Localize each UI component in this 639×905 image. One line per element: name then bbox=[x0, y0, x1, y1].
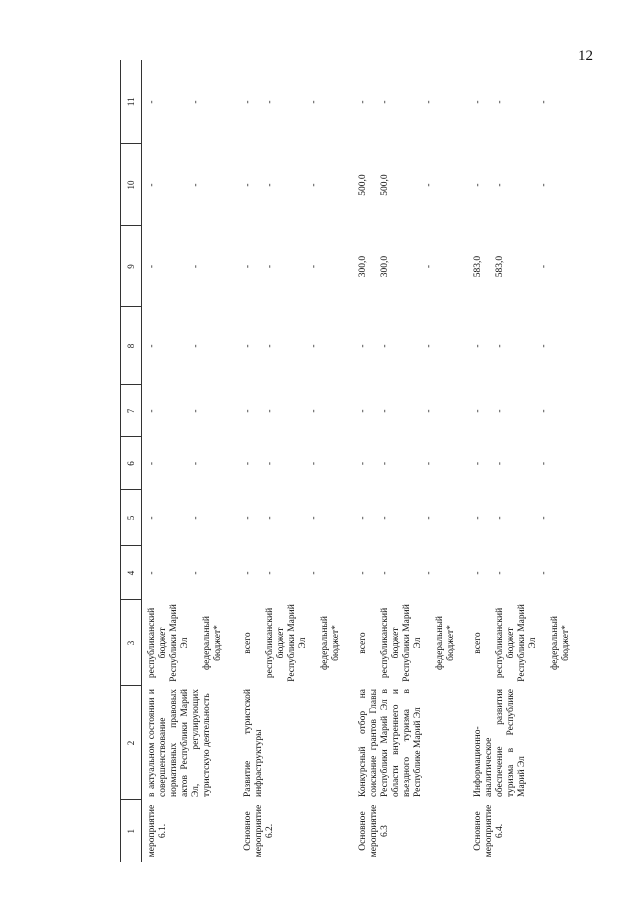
value: - bbox=[494, 516, 505, 520]
value-cell-col-5 bbox=[353, 490, 468, 546]
value: - bbox=[379, 409, 390, 413]
value: - bbox=[242, 461, 253, 466]
value-cell-col-11 bbox=[468, 60, 583, 144]
funding-source-name: всего bbox=[472, 632, 483, 654]
value: - bbox=[242, 183, 253, 187]
value: - bbox=[472, 409, 483, 413]
value-cell-col-6 bbox=[353, 437, 468, 490]
value-cell-col-11 bbox=[142, 60, 238, 144]
value: 583,0 bbox=[494, 255, 505, 278]
column-number-row bbox=[121, 60, 142, 862]
value: - bbox=[538, 100, 549, 104]
value: - bbox=[147, 461, 157, 466]
value: - bbox=[308, 461, 319, 466]
funding-source-name: республиканский бюджет Республики Марий Эл bbox=[494, 604, 538, 682]
value: - bbox=[423, 409, 434, 413]
value-cell-col-5 bbox=[142, 490, 238, 546]
value: - bbox=[264, 461, 275, 466]
col-header-1: 1 bbox=[121, 800, 142, 862]
value: - bbox=[423, 516, 434, 520]
funding-source-name: федеральный бюджет* bbox=[434, 616, 456, 670]
value: - bbox=[242, 516, 253, 520]
value: - bbox=[357, 516, 368, 520]
value: - bbox=[264, 264, 275, 269]
table-body bbox=[142, 60, 583, 862]
value: - bbox=[494, 461, 505, 466]
value: - bbox=[147, 409, 157, 413]
value-cell-col-10 bbox=[142, 144, 238, 226]
col-header-9: 9 bbox=[121, 226, 142, 307]
value-cell-col-6 bbox=[238, 437, 353, 490]
value: - bbox=[538, 461, 549, 466]
value: - bbox=[357, 344, 368, 348]
value: - bbox=[264, 409, 275, 413]
value: - bbox=[308, 571, 319, 575]
value: - bbox=[308, 516, 319, 520]
value-cell-col-5 bbox=[238, 490, 353, 546]
value: - bbox=[379, 516, 390, 520]
measure-cell: Основное мероприятие 6.3 bbox=[357, 804, 390, 858]
value-cell-col-10 bbox=[238, 144, 353, 226]
value: - bbox=[242, 264, 253, 269]
value-cell-col-6 bbox=[142, 437, 238, 490]
value: - bbox=[423, 264, 434, 269]
value: - bbox=[423, 183, 434, 187]
rotated-table-page bbox=[120, 60, 571, 862]
value-cell-col-7 bbox=[468, 385, 583, 437]
value: - bbox=[423, 100, 434, 104]
description-cell: Конкурсный отбор на соискание грантов Главы Республики Марий Эл в области внутреннего и въездного туризма в Республике Марий Эл bbox=[357, 689, 423, 797]
value: - bbox=[357, 461, 368, 466]
value-cell-col-7 bbox=[142, 385, 238, 437]
value: - bbox=[264, 516, 275, 520]
funding-source-name: всего bbox=[242, 632, 253, 654]
value-cell-col-8 bbox=[353, 307, 468, 385]
value: - bbox=[147, 516, 157, 520]
funding-source-cell bbox=[142, 600, 238, 686]
value-cell-col-9 bbox=[468, 226, 583, 307]
value: - bbox=[494, 409, 505, 413]
value-cell-col-7 bbox=[238, 385, 353, 437]
value-cell-col-4 bbox=[468, 546, 583, 600]
col-header-6: 6 bbox=[121, 437, 142, 490]
value: - bbox=[494, 571, 505, 575]
value: - bbox=[147, 264, 157, 269]
table-row bbox=[142, 60, 238, 862]
value: 500,0 bbox=[379, 174, 390, 196]
value: - bbox=[472, 183, 483, 187]
col-header-11: 11 bbox=[121, 60, 142, 144]
funding-source-cell bbox=[353, 600, 468, 686]
value-cell-col-10 bbox=[353, 144, 468, 226]
col-header-5: 5 bbox=[121, 490, 142, 546]
value-cell-col-4 bbox=[142, 546, 238, 600]
value: - bbox=[308, 183, 319, 187]
value: 300,0 bbox=[357, 255, 368, 278]
value: - bbox=[264, 571, 275, 575]
col-header-8: 8 bbox=[121, 307, 142, 385]
measure-cell: Основное мероприятие 6.2. bbox=[242, 804, 275, 858]
value: - bbox=[191, 183, 201, 187]
value: - bbox=[379, 344, 390, 348]
value: - bbox=[494, 183, 505, 187]
col-header-3: 3 bbox=[121, 600, 142, 686]
value-cell-col-9 bbox=[142, 226, 238, 307]
funding-source-cell bbox=[468, 600, 583, 686]
value: - bbox=[357, 571, 368, 575]
value: - bbox=[242, 344, 253, 348]
value-cell-col-4 bbox=[238, 546, 353, 600]
value: - bbox=[472, 516, 483, 520]
funding-source-name: федеральный бюджет* bbox=[549, 616, 571, 670]
budget-table bbox=[120, 60, 583, 862]
value: - bbox=[264, 183, 275, 187]
value: - bbox=[423, 344, 434, 348]
funding-source-cell bbox=[238, 600, 353, 686]
value: - bbox=[147, 571, 157, 575]
value: - bbox=[147, 183, 157, 187]
value: - bbox=[308, 264, 319, 269]
value: - bbox=[191, 516, 201, 520]
col-header-2: 2 bbox=[121, 686, 142, 800]
value-cell-col-9 bbox=[238, 226, 353, 307]
value: - bbox=[494, 344, 505, 348]
value: - bbox=[472, 571, 483, 575]
value: - bbox=[494, 100, 505, 104]
value: - bbox=[147, 100, 157, 104]
value-cell-col-6 bbox=[468, 437, 583, 490]
value: - bbox=[191, 344, 201, 348]
col-header-7: 7 bbox=[121, 385, 142, 437]
value-cell-col-7 bbox=[353, 385, 468, 437]
value: - bbox=[472, 344, 483, 348]
value: - bbox=[538, 409, 549, 413]
value-cell-col-4 bbox=[353, 546, 468, 600]
page-number: 12 bbox=[578, 48, 593, 64]
value: - bbox=[242, 100, 253, 104]
description-cell: Информационно-аналитическое обеспечение развития туризма в Республике Марий Эл bbox=[472, 689, 527, 797]
value: - bbox=[472, 461, 483, 466]
value: 500,0 bbox=[357, 174, 368, 196]
value: - bbox=[191, 100, 201, 104]
value: - bbox=[191, 461, 201, 466]
description-cell: Развитие туристской инфраструктуры bbox=[242, 689, 264, 797]
value: - bbox=[379, 100, 390, 104]
funding-source-name: республиканский бюджет Республики Марий Эл bbox=[264, 604, 308, 682]
value: - bbox=[264, 344, 275, 348]
funding-source-name: республиканский бюджет Республики Марий Эл bbox=[147, 604, 190, 682]
value: - bbox=[191, 571, 201, 575]
description-cell: в актуальном состоянии и совершенствование нормативных правовых актов Республики Марий Эл, регулирующих туристскую деятельность bbox=[147, 689, 212, 797]
value: - bbox=[357, 100, 368, 104]
value-cell-col-8 bbox=[468, 307, 583, 385]
funding-source-name: федеральный бюджет* bbox=[319, 616, 341, 670]
value: - bbox=[379, 571, 390, 575]
value: 583,0 bbox=[472, 255, 483, 278]
value: - bbox=[423, 461, 434, 466]
value: - bbox=[357, 409, 368, 413]
value: - bbox=[242, 409, 253, 413]
value: - bbox=[147, 344, 157, 348]
col-header-10: 10 bbox=[121, 144, 142, 226]
value: - bbox=[379, 461, 390, 466]
value-cell-col-10 bbox=[468, 144, 583, 226]
value: - bbox=[538, 516, 549, 520]
funding-source-name: всего bbox=[357, 632, 368, 654]
value: - bbox=[308, 100, 319, 104]
value-cell-col-9 bbox=[353, 226, 468, 307]
value-cell-col-8 bbox=[238, 307, 353, 385]
value: 300,0 bbox=[379, 255, 390, 278]
value: - bbox=[242, 571, 253, 575]
measure-cell: мероприятие 6.1. bbox=[147, 804, 168, 858]
col-header-4: 4 bbox=[121, 546, 142, 600]
table-row bbox=[468, 60, 583, 862]
value-cell-col-5 bbox=[468, 490, 583, 546]
value: - bbox=[191, 409, 201, 413]
value-cell-col-11 bbox=[353, 60, 468, 144]
value: - bbox=[538, 183, 549, 187]
table-row bbox=[238, 60, 353, 862]
value: - bbox=[308, 409, 319, 413]
measure-cell: Основное мероприятие 6.4. bbox=[472, 804, 505, 858]
value: - bbox=[423, 571, 434, 575]
value: - bbox=[264, 100, 275, 104]
value: - bbox=[538, 571, 549, 575]
table-row bbox=[353, 60, 468, 862]
value: - bbox=[191, 264, 201, 269]
value-cell-col-11 bbox=[238, 60, 353, 144]
value: - bbox=[472, 100, 483, 104]
value-cell-col-8 bbox=[142, 307, 238, 385]
value: - bbox=[538, 264, 549, 269]
funding-source-name: федеральный бюджет* bbox=[202, 616, 223, 670]
value: - bbox=[538, 344, 549, 348]
value: - bbox=[308, 344, 319, 348]
funding-source-name: республиканский бюджет Республики Марий Эл bbox=[379, 604, 423, 682]
